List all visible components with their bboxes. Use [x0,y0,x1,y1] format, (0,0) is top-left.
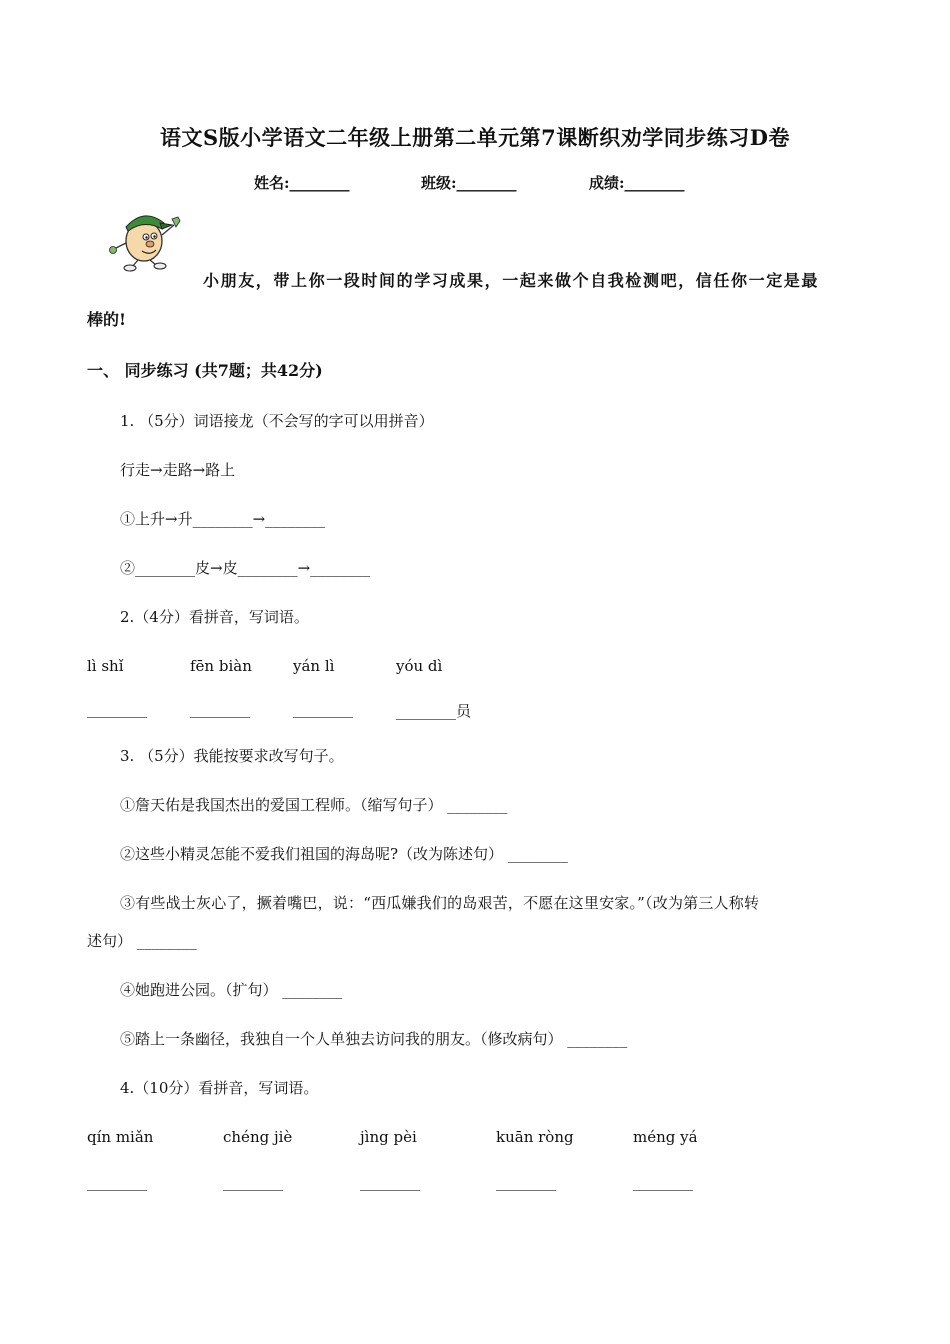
question-4-heading: 4.（10分）看拼音，写词语。 [120,1079,319,1097]
pinyin-label: fēn biàn [190,657,252,675]
answer-blank[interactable]: ________ [223,1173,283,1191]
pinyin-label: méng yá [633,1128,698,1146]
page-title: 语文S版小学语文二年级上册第二单元第7课断织劝学同步练习D卷 [160,125,790,150]
intro-text-line2: 棒的! [87,310,127,329]
question-1-item-2: ②________皮→皮________→________ [120,559,371,577]
answer-blank[interactable]: ________员 [396,702,472,720]
question-1-example: 行走→走路→路上 [120,461,236,479]
score-field-label: 成绩:________ [589,174,685,192]
question-3-heading: 3. （5分）我能按要求改写句子。 [120,747,344,765]
question-1-heading: 1. （5分）词语接龙（不会写的字可以用拼音） [120,412,434,430]
answer-blank[interactable]: ________ [360,1173,420,1191]
question-3-item-4: ④她跑进公园。（扩句） ________ [120,981,343,999]
answer-blank[interactable]: ________ [633,1173,693,1191]
pinyin-label: yán lì [293,657,335,675]
answer-blank[interactable]: ________ [190,700,250,718]
name-field-label: 姓名:________ [254,174,350,192]
answer-blank[interactable]: ________ [496,1173,556,1191]
question-3-item-3: ③有些战士灰心了，撅着嘴巴，说：“西瓜嫌我们的岛艰苦，不愿在这里安家。”（改为第三人称转 [120,894,760,912]
question-2-heading: 2.（4分）看拼音，写词语。 [120,608,309,626]
pinyin-label: qín miǎn [87,1128,154,1146]
question-3-item-1: ①詹天佑是我国杰出的爱国工程师。（缩写句子） ________ [120,796,508,814]
pinyin-label: chéng jiè [223,1128,293,1146]
pinyin-label: jìng pèi [360,1128,417,1146]
intro-text-line1: 小朋友，带上你一段时间的学习成果，一起来做个自我检测吧，信任你一定是最 [203,271,820,290]
mascot-illustration [106,205,188,273]
class-field-label: 班级:________ [421,174,517,192]
section-heading: 一、 同步练习 (共7题；共42分) [87,361,323,380]
answer-blank[interactable]: ________ [87,1173,147,1191]
question-3-item-3-continued: 述句） ________ [87,932,197,950]
pinyin-label: lì shǐ [87,657,124,675]
question-3-item-5: ⑤踏上一条幽径，我独自一个人单独去访问我的朋友。（修改病句） ________ [120,1030,628,1048]
pinyin-label: yóu dì [396,657,443,675]
answer-blank[interactable]: ________ [87,700,147,718]
answer-blank[interactable]: ________ [293,700,353,718]
pinyin-label: kuān ròng [496,1128,574,1146]
question-3-item-2: ②这些小精灵怎能不爱我们祖国的海岛呢?（改为陈述句） ________ [120,845,568,863]
question-1-item-1: ①上升→升________→________ [120,510,326,528]
